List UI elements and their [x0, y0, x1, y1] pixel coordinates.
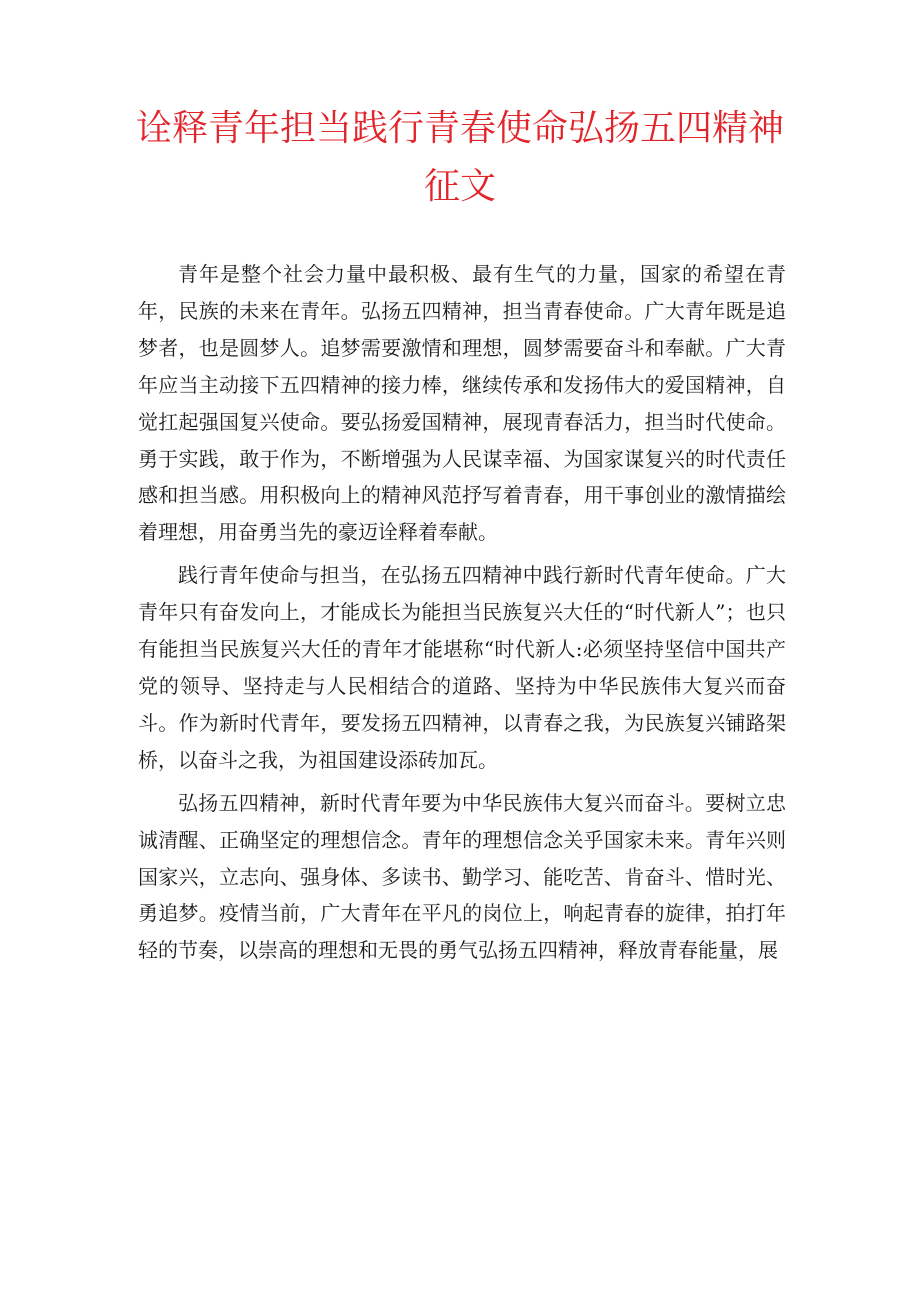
title-line-2: 征文: [423, 166, 496, 207]
page-title: [100, 100, 820, 216]
paragraph-3: 弘扬五四精神，新时代青年要为中华民族伟大复兴而奋斗。要树立忠诚清醒、正确坚定的理想信念。青年的理想信念关乎国家未来。青年兴则国家兴，立志向、强身体、多读书、勤学习、能吃苦、肯奋斗、惜时光、勇追梦。疫情当前，广大青年在平凡的岗位上，响起青春的旋律，拍打年轻的节奏，以崇高的理想和无畏的勇气弘扬五四精神，释放青春能量，展: [138, 790, 786, 963]
title-line-1: 诠释青年担当践行青春使命弘扬五四精神: [135, 108, 784, 149]
paragraph-1: 青年是整个社会力量中最积极、最有生气的力量，国家的希望在青年，民族的未来在青年。弘扬五四精神，担当青春使命。广大青年既是追梦者，也是圆梦人。追梦需要激情和理想，圆梦需要奋斗和奉献。广大青年应当主动接下五四精神的接力棒，继续传承和发扬伟大的爱国精神，自觉扛起强国复兴使命。要弘扬爱国精神，展现青春活力，担当时代使命。勇于实践，敢于作为，不断增强为人民谋幸福、为国家谋复兴的时代责任感和担当感。用积极向上的精神风范抒写着青春，用干事创业的激情描绘着理想，用奋勇当先的豪迈诠释着奉献。: [138, 262, 786, 545]
article-body: [138, 256, 786, 975]
paragraph-2: 践行青年使命与担当，在弘扬五四精神中践行新时代青年使命。广大青年只有奋发向上，才能成长为能担当民族复兴大任的“时代新人”；也只有能担当民族复兴大任的青年才能堪称“时代新人:必须坚持坚信中国共产党的领导、坚持走与人民相结合的道路、坚持为中华民族伟大复兴而奋斗。作为新时代青年，要发扬五四精神，以青春之我，为民族复兴铺路架桥，以奋斗之我，为祖国建设添砖加瓦。: [138, 563, 786, 772]
